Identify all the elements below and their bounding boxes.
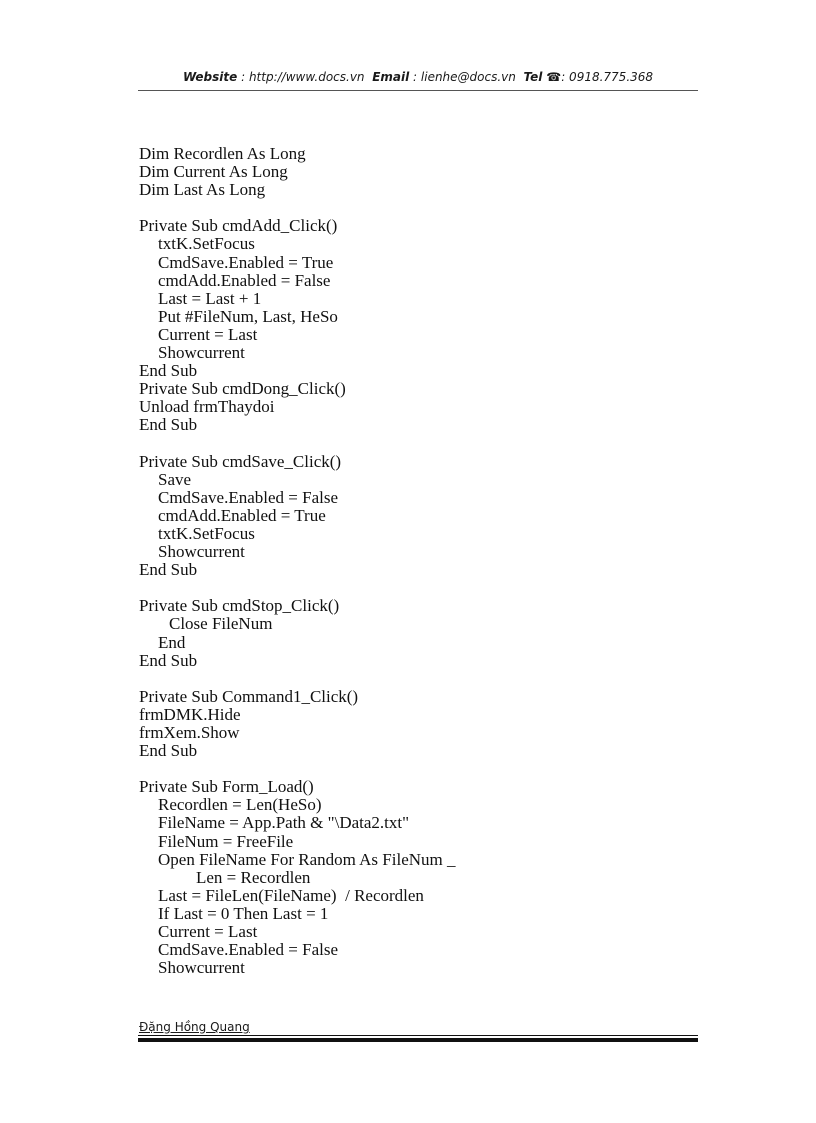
tel-label: Tel (523, 70, 543, 84)
header-divider (138, 90, 698, 91)
website-url: : http://www.docs.vn (241, 70, 365, 84)
code-line (139, 199, 699, 217)
code-line: txtK.SetFocus (158, 523, 255, 543)
code-line: Showcurrent (158, 343, 245, 363)
code-line: Dim Recordlen As Long (139, 144, 306, 163)
code-line: Dim Last As Long (139, 180, 266, 200)
code-line: End Sub (139, 361, 198, 381)
code-line: cmdAdd.Enabled = False (158, 270, 331, 290)
code-line: Private Sub cmdStop_Click() (139, 596, 340, 616)
code-line (139, 670, 699, 688)
website-label: Website (182, 70, 238, 84)
code-line: End Sub (139, 415, 198, 435)
code-line: Open FileName For Random As FileNum _ (158, 849, 456, 869)
footer-divider-thick (138, 1038, 698, 1042)
code-listing (139, 145, 699, 977)
code-line: Unload frmThaydoi (139, 397, 275, 417)
code-line (139, 760, 699, 778)
code-line: Private Sub cmdSave_Click() (139, 451, 342, 471)
email-address: : lienhe@docs.vn (413, 70, 516, 84)
code-line: Private Sub Command1_Click() (139, 686, 359, 706)
code-line: Last = Last + 1 (158, 288, 262, 308)
code-line (139, 579, 699, 597)
code-line: Save (158, 469, 192, 489)
code-line: Put #FileNum, Last, HeSo (158, 306, 338, 326)
tel-number: : 0918.775.368 (561, 70, 654, 84)
email-label: Email (372, 70, 410, 84)
code-line: Private Sub cmdDong_Click() (139, 379, 346, 399)
code-line (139, 435, 699, 453)
code-line: End (158, 632, 186, 652)
code-line: cmdAdd.Enabled = True (158, 505, 326, 525)
code-line: FileNum = FreeFile (158, 831, 294, 851)
code-line: Last = FileLen(FileName) / Recordlen (158, 885, 424, 905)
code-line: Private Sub cmdAdd_Click() (139, 216, 338, 236)
code-line: Showcurrent (158, 542, 245, 562)
code-line: Close FileNum (169, 614, 273, 634)
code-line: Len = Recordlen (196, 867, 311, 887)
code-line: Showcurrent (158, 958, 245, 978)
code-line: End Sub (139, 741, 198, 761)
code-line: Dim Current As Long (139, 162, 288, 182)
code-line: frmXem.Show (139, 723, 240, 742)
code-line: FileName = App.Path & "\Data2.txt" (158, 813, 410, 833)
code-line: End Sub (139, 650, 198, 670)
code-line: Private Sub Form_Load() (139, 777, 314, 797)
code-line: CmdSave.Enabled = False (158, 487, 339, 507)
footer-author: Đặng Hồng Quang (139, 1020, 250, 1034)
code-line: frmDMK.Hide (139, 704, 241, 724)
code-line: Recordlen = Len(HeSo) (158, 795, 322, 815)
code-line: End Sub (139, 560, 198, 580)
code-line: CmdSave.Enabled = False (158, 940, 339, 960)
page-header (138, 70, 698, 84)
code-line: If Last = 0 Then Last = 1 (158, 903, 329, 923)
code-line: CmdSave.Enabled = True (158, 252, 334, 272)
phone-icon: ☎ (546, 70, 562, 84)
footer-divider-thin (138, 1035, 698, 1036)
code-line: txtK.SetFocus (158, 234, 255, 254)
code-line: Current = Last (158, 324, 258, 344)
code-line: Current = Last (158, 922, 258, 942)
